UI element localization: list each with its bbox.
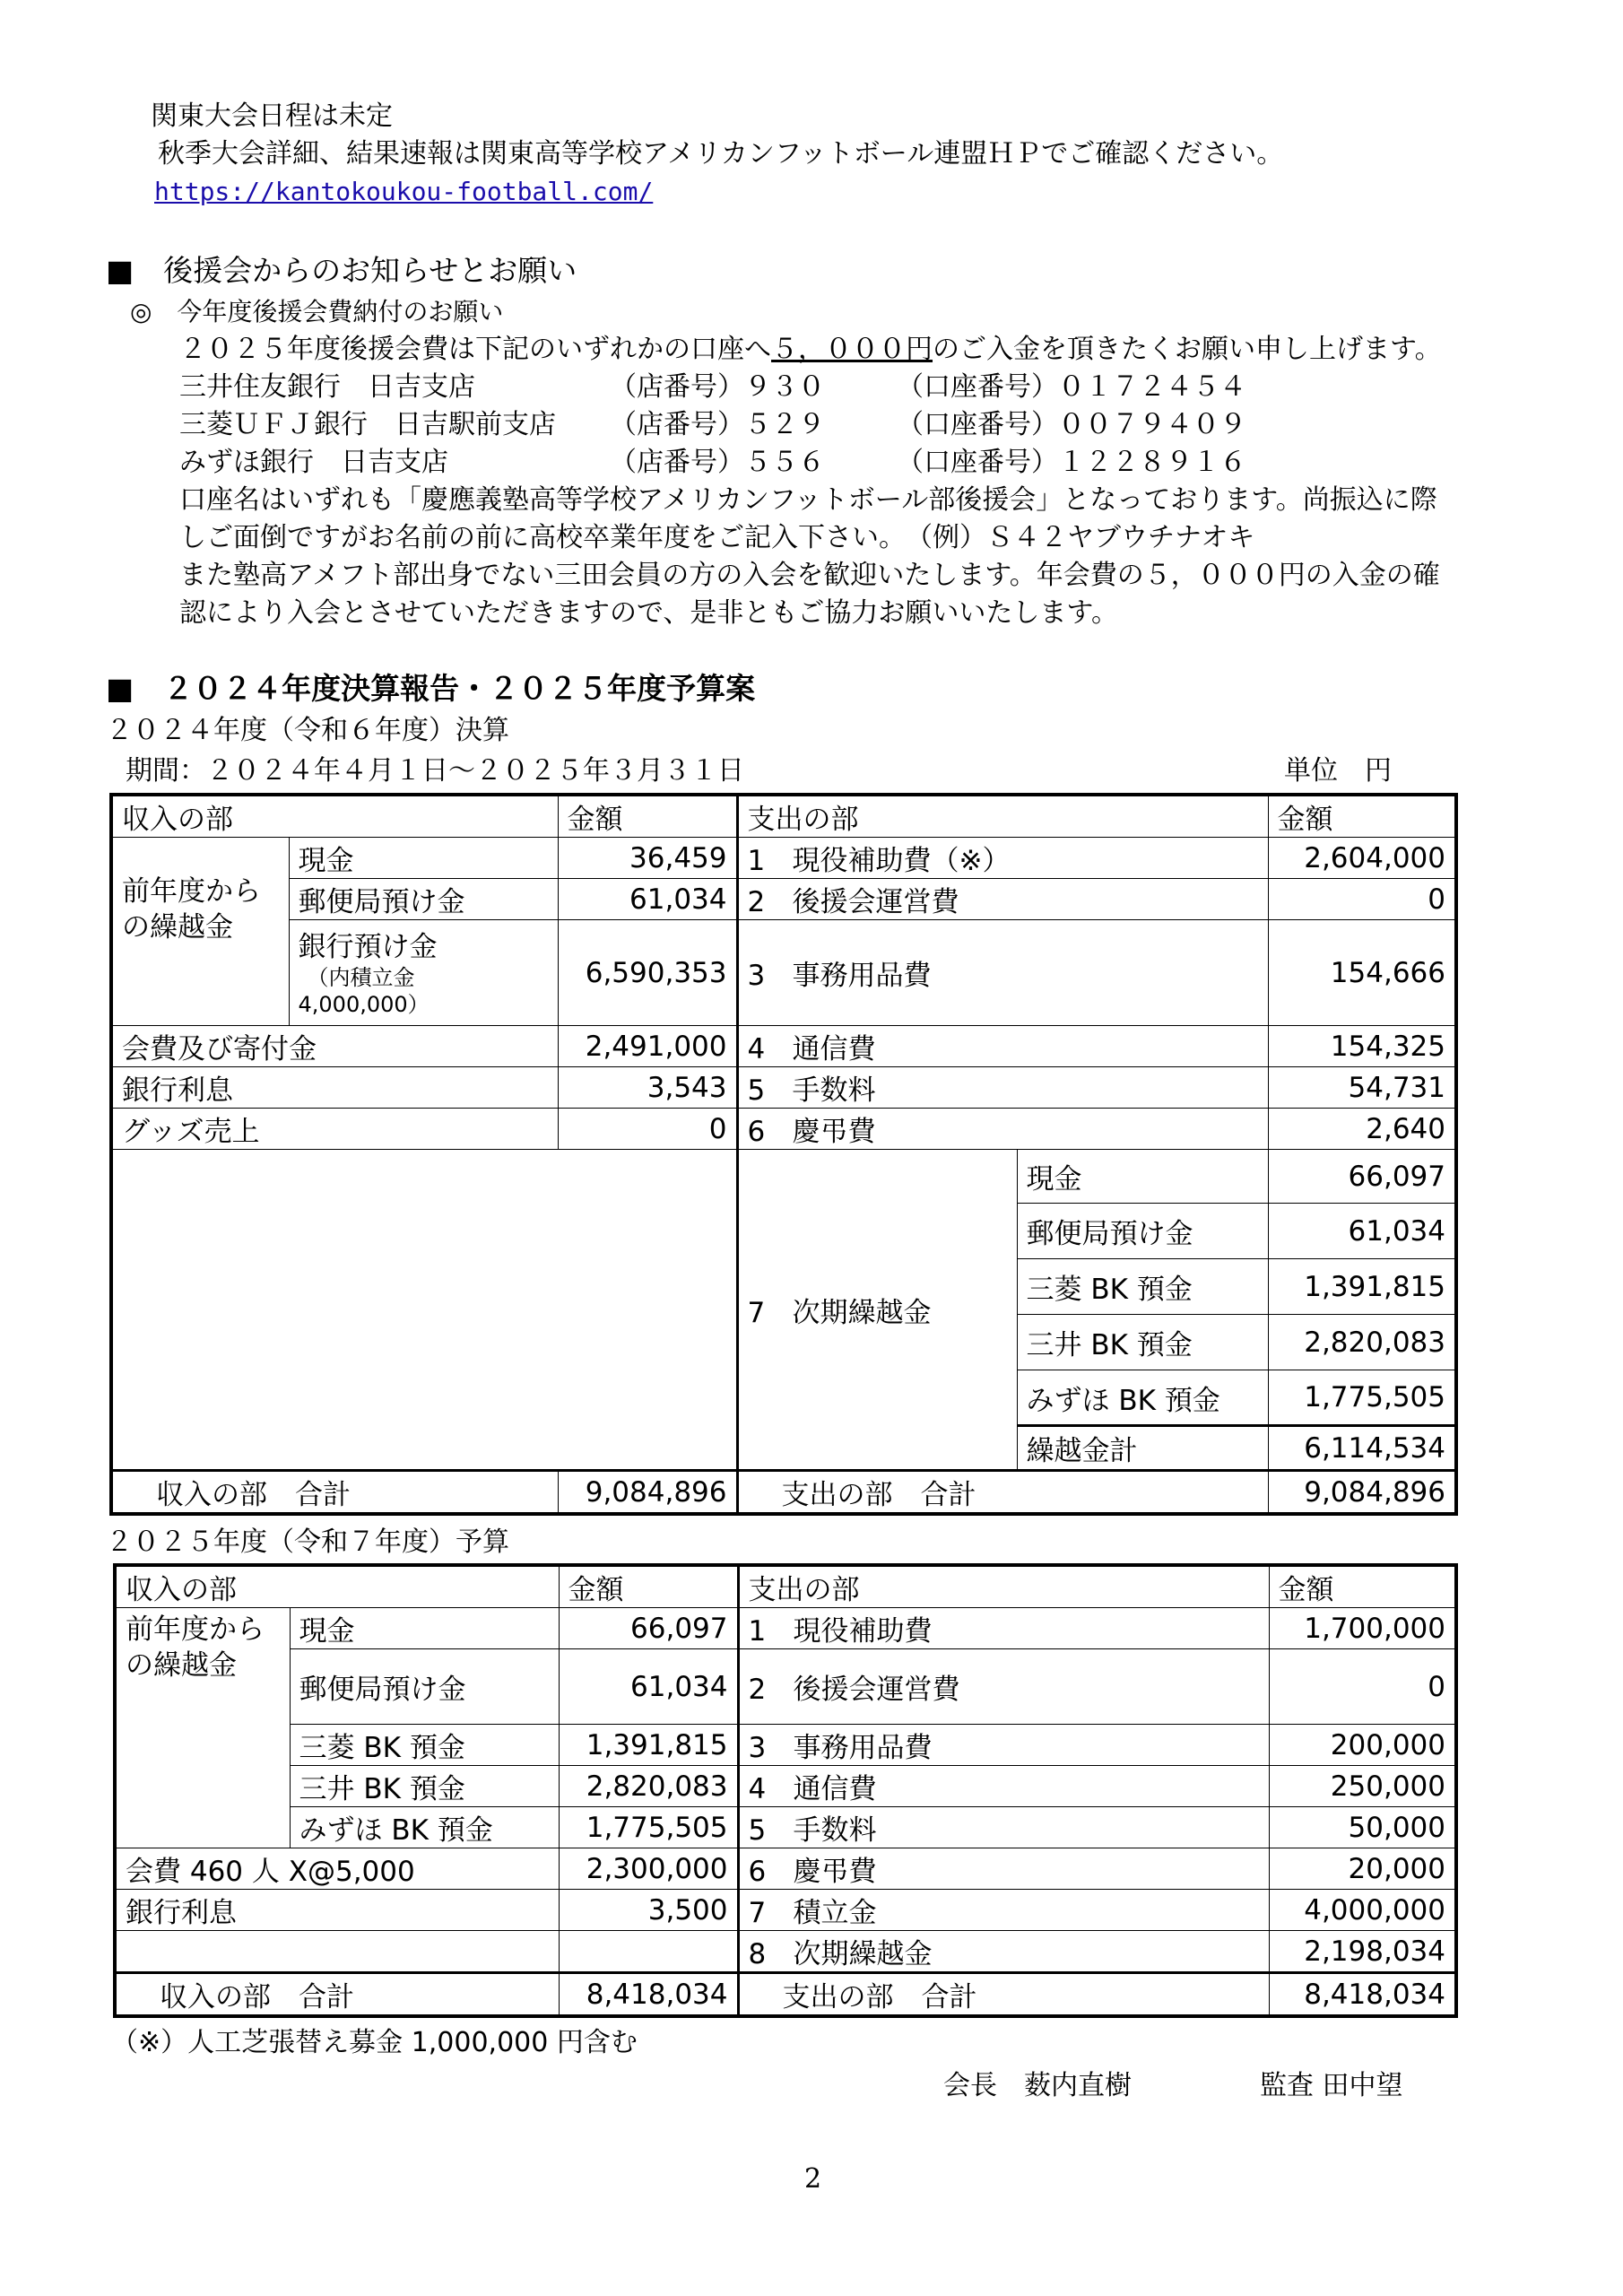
account-name-text-2: しご面倒ですがお名前の前に高校卒業年度をご記入下さい。 （例）Ｓ４２ヤブウチナオキ: [179, 522, 1255, 553]
expense-amount: 2,640: [1268, 1109, 1456, 1150]
expense-label: 次期繰越金: [792, 1296, 932, 1329]
expense-item: [737, 1067, 1268, 1109]
expense-label: 後援会運営費: [792, 886, 959, 918]
expense-amount: 0: [1268, 879, 1456, 920]
carryover-item: 郵便局預け金: [1017, 1204, 1268, 1259]
expense-item: [737, 920, 1268, 1026]
amount-header: 金額: [1268, 795, 1456, 838]
expense-item: [737, 1026, 1268, 1067]
income-header: 収入の部: [115, 1565, 559, 1608]
expense-label: 慶弔費: [792, 1116, 876, 1148]
kanto-schedule-text: 関東大会日程は未定: [151, 100, 393, 132]
income-total-label: 収入の部 合計: [115, 1973, 559, 2017]
expense-index: 1: [747, 845, 766, 877]
table-row: [111, 879, 1456, 920]
expense-label: 通信費: [792, 1033, 876, 1065]
carryover-item: 三菱 BK 預金: [1017, 1259, 1268, 1315]
bank-branch-number: （店番号）９３０: [610, 371, 825, 403]
income-amount: 3,543: [558, 1067, 737, 1109]
income-amount: 1,775,505: [559, 1807, 738, 1848]
income-item: 銀行利息: [115, 1890, 559, 1931]
expense-item: [737, 879, 1268, 920]
expense-index: 3: [748, 1732, 767, 1764]
expense-index: 5: [748, 1814, 767, 1847]
expense-amount: 54,731: [1268, 1067, 1456, 1109]
expense-index: 2: [748, 1674, 767, 1706]
income-item: 三菱 BK 預金: [290, 1725, 559, 1766]
expense-label: 事務用品費: [793, 1732, 933, 1764]
expense-amount: 2,198,034: [1269, 1931, 1456, 1973]
bank-name: 三井住友銀行 日吉支店: [179, 371, 475, 403]
page-number: 2: [804, 2163, 822, 2195]
president-name: 会長 薮内直樹: [943, 2070, 1132, 2101]
payment-request-post: のご入金を頂きたくお願い申し上げます。: [933, 334, 1442, 365]
income-amount: 36,459: [558, 838, 737, 879]
expense-item: [738, 1848, 1269, 1890]
notice-subheading: ◎ 今年度後援会費納付のお願い: [130, 297, 504, 326]
expense-label: 手数料: [792, 1074, 876, 1107]
membership-text-2: 認により入会とさせていただきますので、是非ともご協力お願いいたします。: [179, 597, 1118, 629]
expense-index: 6: [748, 1856, 767, 1888]
carryover-item: 三井 BK 預金: [1017, 1315, 1268, 1370]
expense-header: 支出の部: [737, 795, 1268, 838]
expense-amount: 20,000: [1269, 1848, 1456, 1890]
expense-label: 現役補助費（※）: [792, 845, 1011, 877]
expense-index: 7: [748, 1897, 767, 1929]
income-amount: 2,820,083: [559, 1766, 738, 1807]
table-row: [111, 838, 1456, 879]
table-row: [115, 1848, 1456, 1890]
income-item: 郵便局預け金: [290, 1649, 559, 1725]
expense-label: 通信費: [793, 1773, 877, 1805]
expense-total-amount: 9,084,896: [1268, 1471, 1456, 1515]
income-item: 現金: [290, 1608, 559, 1649]
expense-index: 1: [748, 1615, 767, 1648]
expense-amount: 4,000,000: [1269, 1890, 1456, 1931]
table-row: [115, 1725, 1456, 1766]
expense-index: 3: [747, 960, 766, 992]
expense-amount: 200,000: [1269, 1725, 1456, 1766]
table-row: [115, 1649, 1456, 1725]
expense-total-label: 支出の部 合計: [738, 1973, 1269, 2017]
income-item: 会費 460 人 X@5,000: [115, 1848, 559, 1890]
bank-account-number: （口座番号）０１７２４５４: [897, 371, 1246, 403]
expense-label: 手数料: [793, 1814, 877, 1847]
total-row: [115, 1973, 1456, 2017]
footnote: （※）人工芝張替え募金 1,000,000 円含む: [111, 2027, 638, 2058]
income-total-label: 収入の部 合計: [111, 1471, 558, 1515]
expense-item: [738, 1649, 1269, 1725]
budget-2025-table: [113, 1563, 1458, 2018]
federation-link[interactable]: https://kantokoukou-football.com/: [154, 177, 654, 206]
income-item: みずほ BK 預金: [290, 1807, 559, 1848]
table-row: [111, 1026, 1456, 1067]
income-amount: 6,590,353: [558, 920, 737, 1026]
expense-index: 2: [747, 886, 766, 918]
expense-item: [737, 838, 1268, 879]
bank-name: みずほ銀行 日吉支店: [179, 447, 448, 478]
table-row: [115, 1931, 1456, 1973]
carryover-amount: 1,391,815: [1268, 1259, 1456, 1315]
membership-text: また塾高アメフト部出身でない三田会員の方の入会を歓迎いたします。年会費の５，０００円の入金の確: [179, 560, 1440, 591]
income-item: グッズ売上: [111, 1109, 558, 1150]
income-total-amount: 8,418,034: [559, 1973, 738, 2017]
empty-income-cell: [111, 1150, 737, 1471]
expense-label: 後援会運営費: [793, 1674, 960, 1706]
carryover-amount: 66,097: [1268, 1150, 1456, 1204]
expense-amount: 154,666: [1268, 920, 1456, 1026]
carryover-item: みずほ BK 預金: [1017, 1370, 1268, 1426]
expense-amount: 50,000: [1269, 1807, 1456, 1848]
total-row: [111, 1471, 1456, 1515]
table-row: [111, 1109, 1456, 1150]
expense-amount: 1,700,000: [1269, 1608, 1456, 1649]
income-amount: 0: [558, 1109, 737, 1150]
carryover-amount: 61,034: [1268, 1204, 1456, 1259]
expense-index: 8: [748, 1938, 767, 1970]
income-amount: 2,491,000: [558, 1026, 737, 1067]
budget-2025-title: ２０２５年度（令和７年度）予算: [106, 1526, 509, 1558]
income-item: 三井 BK 預金: [290, 1766, 559, 1807]
expense-amount: 154,325: [1268, 1026, 1456, 1067]
carryover-amount: 1,775,505: [1268, 1370, 1456, 1426]
income-item: 会費及び寄付金: [111, 1026, 558, 1067]
expense-total-amount: 8,418,034: [1269, 1973, 1456, 2017]
expense-item: [738, 1725, 1269, 1766]
expense-amount: 0: [1269, 1649, 1456, 1725]
table-row: [111, 1150, 1456, 1204]
expense-item: [738, 1608, 1269, 1649]
bank-account-number: （口座番号）００７９４０９: [897, 409, 1246, 440]
expense-item: [738, 1931, 1269, 1973]
reserve-note-2: 4,000,000）: [298, 992, 430, 1017]
bank-branch-number: （店番号）５５６: [610, 447, 825, 478]
expense-item: [738, 1766, 1269, 1807]
expense-label: 慶弔費: [793, 1856, 877, 1888]
account-name-text: 口座名はいずれも「慶應義塾高等学校アメリカンフットボール部後援会」となっております。尚振込に際: [179, 484, 1437, 516]
bank-name: 三菱ＵＦＪ銀行 日吉駅前支店: [179, 409, 556, 440]
table-row: [111, 920, 1456, 1026]
carryover-total-amount: 6,114,534: [1268, 1426, 1456, 1471]
unit-label: 単位 円: [1284, 755, 1392, 787]
expense-item: [737, 1150, 1017, 1471]
income-amount: 3,500: [559, 1890, 738, 1931]
settlement-2024-title: ２０２４年度（令和６年度）決算: [106, 715, 509, 746]
table-row: [115, 1807, 1456, 1848]
expense-label: 次期繰越金: [793, 1938, 933, 1970]
carryover-label: 前年度からの繰越金: [115, 1608, 290, 1848]
autumn-results-text: 秋季大会詳細、結果速報は関東高等学校アメリカンフットボール連盟ＨＰでご確認ください。: [158, 138, 1284, 170]
expense-total-label: 支出の部 合計: [737, 1471, 1268, 1515]
carryover-label: 前年度からの繰越金: [111, 838, 289, 1026]
auditor-name: 監査 田中望: [1260, 2070, 1403, 2101]
expense-index: 6: [747, 1116, 766, 1148]
expense-amount: 250,000: [1269, 1766, 1456, 1807]
reserve-note-1: （内積立金: [307, 965, 415, 990]
income-amount: 1,391,815: [559, 1725, 738, 1766]
table-row: [115, 1608, 1456, 1649]
expense-amount: 2,604,000: [1268, 838, 1456, 879]
income-item: 現金: [289, 838, 558, 879]
table-header-row: [115, 1565, 1456, 1608]
expense-item: [737, 1109, 1268, 1150]
notice-heading: ■ 後援会からのお知らせとお願い: [106, 253, 577, 288]
report-heading: ■ ２０２４年度決算報告・２０２５年度予算案: [106, 671, 756, 706]
income-item: 銀行利息: [111, 1067, 558, 1109]
table-row: [115, 1890, 1456, 1931]
payment-amount: ５，０００円: [771, 334, 933, 365]
expense-index: 4: [747, 1033, 766, 1065]
income-item-bank: [289, 920, 558, 1026]
amount-header: 金額: [558, 795, 737, 838]
income-amount: 66,097: [559, 1608, 738, 1649]
expense-header: 支出の部: [738, 1565, 1269, 1608]
carryover-item: 現金: [1017, 1150, 1268, 1204]
income-amount: 61,034: [558, 879, 737, 920]
payment-request-pre: ２０２５年度後援会費は下記のいずれかの口座へ: [179, 334, 771, 365]
income-item: 郵便局預け金: [289, 879, 558, 920]
income-amount: 2,300,000: [559, 1848, 738, 1890]
expense-index: 4: [748, 1773, 767, 1805]
table-row: [111, 1067, 1456, 1109]
income-amount: 61,034: [559, 1649, 738, 1725]
carryover-total-label: 繰越金計: [1017, 1426, 1268, 1471]
bank-branch-number: （店番号）５２９: [610, 409, 825, 440]
amount-header: 金額: [559, 1565, 738, 1608]
expense-item: [738, 1890, 1269, 1931]
empty-income-amount: [559, 1931, 738, 1973]
bank-deposit-label: 銀行預け金: [298, 931, 438, 963]
income-total-amount: 9,084,896: [558, 1471, 737, 1515]
expense-index: 5: [747, 1074, 766, 1107]
table-header-row: [111, 795, 1456, 838]
expense-label: 事務用品費: [792, 960, 932, 992]
bank-account-number: （口座番号）１２２８９１６: [897, 447, 1246, 478]
settlement-2024-table: [109, 793, 1458, 1516]
income-header: 収入の部: [111, 795, 558, 838]
empty-income-cell: [115, 1931, 559, 1973]
payment-request-text: [179, 332, 1442, 368]
expense-index: 7: [747, 1296, 766, 1329]
expense-label: 現役補助費: [793, 1615, 933, 1648]
table-row: [115, 1766, 1456, 1807]
amount-header: 金額: [1269, 1565, 1456, 1608]
expense-label: 積立金: [793, 1897, 877, 1929]
expense-item: [738, 1807, 1269, 1848]
settlement-period: 期間：２０２４年４月１日～２０２５年３月３１日: [126, 755, 744, 787]
carryover-amount: 2,820,083: [1268, 1315, 1456, 1370]
